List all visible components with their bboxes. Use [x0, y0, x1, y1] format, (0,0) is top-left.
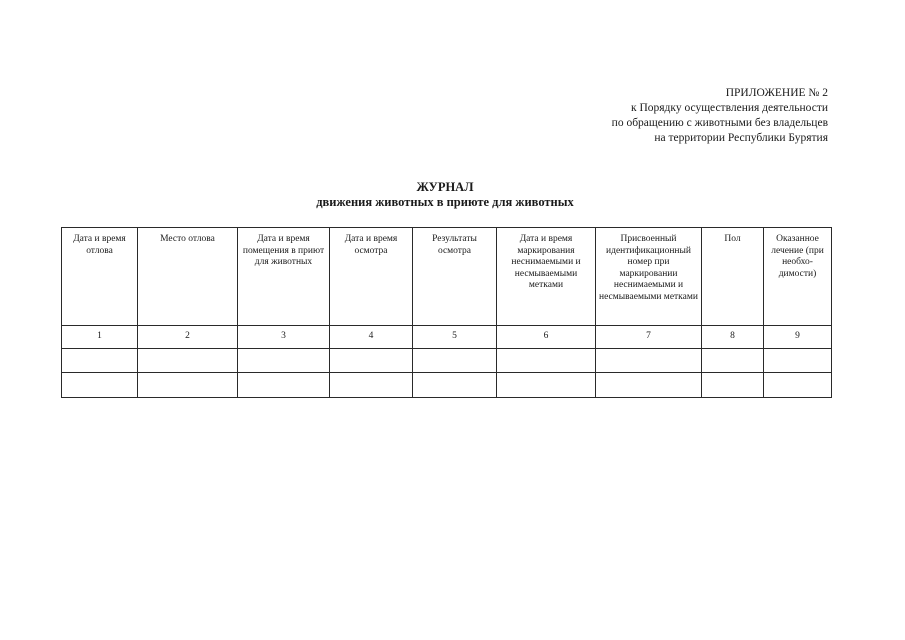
column-number: 6: [497, 326, 596, 349]
column-header: Пол: [702, 228, 764, 326]
appendix-heading: [612, 86, 828, 146]
column-number: 2: [138, 326, 238, 349]
table-cell: [330, 349, 413, 373]
table-cell: [702, 373, 764, 398]
column-header: Дата и время осмотра: [330, 228, 413, 326]
column-number: 3: [238, 326, 330, 349]
column-number: 5: [413, 326, 497, 349]
table-cell: [62, 373, 138, 398]
table-cell: [596, 349, 702, 373]
appendix-line: на территории Республики Бурятия: [654, 132, 828, 144]
table-cell: [413, 349, 497, 373]
column-number: 9: [764, 326, 832, 349]
table-header-row: [62, 228, 832, 326]
column-header: Дата и время маркирования неснимаемыми и несмываемыми метками: [497, 228, 596, 326]
journal-table: [61, 227, 832, 398]
document-title-block: [0, 180, 890, 210]
column-header: Оказанное лечение (при необхо-димости): [764, 228, 832, 326]
column-header: Присвоенный идентификационный номер при маркировании неснимаемыми и несмываемыми метками: [596, 228, 702, 326]
table-cell: [413, 373, 497, 398]
appendix-number: ПРИЛОЖЕНИЕ № 2: [725, 87, 828, 99]
table-cell: [62, 349, 138, 373]
column-number-row: [62, 326, 832, 349]
table-cell: [138, 373, 238, 398]
table-cell: [330, 373, 413, 398]
table-cell: [764, 373, 832, 398]
document-subtitle: движения животных в приюте для животных: [316, 195, 574, 209]
column-number: 7: [596, 326, 702, 349]
table-cell: [497, 373, 596, 398]
column-number: 4: [330, 326, 413, 349]
column-number: 1: [62, 326, 138, 349]
table-row: [62, 349, 832, 373]
column-number: 8: [702, 326, 764, 349]
table-cell: [138, 349, 238, 373]
appendix-line: по обращению с животными без владельцев: [611, 117, 828, 129]
column-header: Результаты осмотра: [413, 228, 497, 326]
table-cell: [238, 349, 330, 373]
appendix-line: к Порядку осуществления деятельности: [631, 102, 828, 114]
column-header: Дата и время помещения в приют для животных: [238, 228, 330, 326]
column-header: Место отлова: [138, 228, 238, 326]
column-header: Дата и время отлова: [62, 228, 138, 326]
table-cell: [596, 373, 702, 398]
table-cell: [764, 349, 832, 373]
table-row: [62, 373, 832, 398]
table-cell: [702, 349, 764, 373]
table-cell: [497, 349, 596, 373]
document-title: ЖУРНАЛ: [416, 180, 474, 194]
table-cell: [238, 373, 330, 398]
